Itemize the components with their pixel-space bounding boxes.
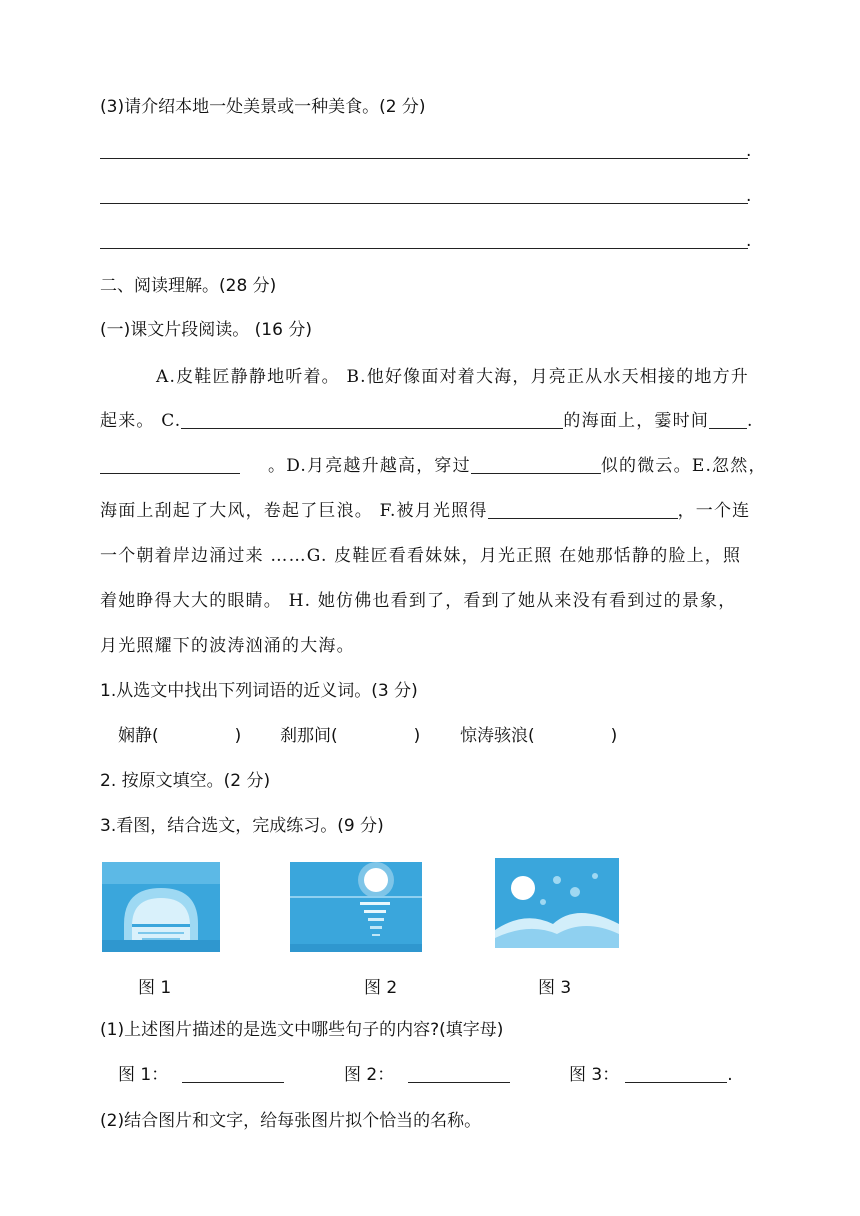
synonym-item-2	[280, 725, 420, 747]
passage-line-3-b: 似的微云。E.忽然，	[600, 456, 767, 476]
figure-answer-3	[569, 1064, 733, 1086]
passage-line-3	[100, 455, 767, 477]
figure-answer-1	[118, 1064, 284, 1086]
question-3-sub-1: (1)上述图片描述的是选文中哪些句子的内容?(填字母)	[100, 1020, 504, 1040]
answer-line-1-period: .	[746, 141, 752, 161]
fill-blank-c[interactable]	[181, 410, 563, 429]
passage-line-4-a: 海面上刮起了大风，卷起了巨浪。 F.被月光照得	[100, 501, 488, 521]
synonym-word-3: 惊涛骇浪(	[460, 726, 535, 746]
figure-2-label: 图 2：	[344, 1065, 395, 1085]
picture-1-caption: 图 1	[138, 978, 172, 998]
passage-line-6: 着她睁得大大的眼睛。 H. 她仿佛也看到了，看到了她从来没有看到过的景象，	[100, 591, 737, 611]
synonym-close-2: )	[413, 726, 421, 746]
answer-line-2	[100, 203, 748, 204]
passage-line-2-mid: 的海面上，霎时间	[563, 411, 710, 431]
part-1-title: (一)课文片段阅读。 (16 分)	[100, 320, 312, 340]
passage-line-7: 月光照耀下的波涛汹涌的大海。	[100, 636, 355, 656]
passage-line-2	[100, 410, 754, 432]
question-3-title: 3.看图，结合选文，完成练习。(9 分)	[100, 816, 384, 836]
passage-line-2-start: 起来。 C.	[100, 411, 182, 431]
passage-line-4	[100, 500, 750, 522]
passage-line-4-b: ，一个连	[677, 501, 751, 521]
figure-answer-2	[344, 1064, 510, 1086]
picture-2-caption: 图 2	[364, 978, 398, 998]
picture-3-caption: 图 3	[538, 978, 572, 998]
picture-2-moon-over-sea	[290, 862, 422, 952]
passage-line-2-end: .	[747, 411, 754, 431]
answer-line-3-period: .	[746, 231, 752, 251]
fill-blank-shashijian[interactable]	[709, 410, 747, 429]
figure-3-answer-blank[interactable]	[625, 1064, 727, 1083]
synonym-word-2: 刹那间(	[280, 726, 338, 746]
figure-1-label: 图 1：	[118, 1065, 169, 1085]
figure-3-period: .	[727, 1065, 733, 1085]
answer-line-1	[100, 158, 748, 159]
synonym-item-3	[460, 725, 617, 747]
question-1-title: 1.从选文中找出下列词语的近义词。(3 分)	[100, 681, 418, 701]
synonym-close-3: )	[610, 726, 618, 746]
section-2-title: 二、阅读理解。(28 分)	[100, 276, 277, 296]
figure-1-answer-blank[interactable]	[182, 1064, 284, 1083]
fill-blank-weiyun[interactable]	[471, 455, 601, 474]
question-2-title: 2. 按原文填空。(2 分)	[100, 771, 271, 791]
picture-3-moon-and-waves	[495, 858, 619, 948]
question-3-sub-2: (2)结合图片和文字，给每张图片拟个恰当的名称。	[100, 1111, 482, 1131]
passage-line-3-a: 。D.月亮越升越高，穿过	[268, 456, 471, 476]
answer-line-3	[100, 248, 748, 249]
fill-blank-line3-start[interactable]	[100, 455, 240, 474]
synonym-close-1: )	[234, 726, 242, 746]
answer-line-2-period: .	[746, 186, 752, 206]
passage-line-1: A.皮鞋匠静静地听着。 B.他好像面对着大海，月亮正从水天相接的地方升	[156, 367, 749, 387]
synonym-item-1	[118, 725, 241, 747]
synonym-word-1: 娴静(	[118, 726, 159, 746]
question-3-prompt: (3)请介绍本地一处美景或一种美食。(2 分)	[100, 97, 426, 117]
fill-blank-yueguang[interactable]	[488, 500, 678, 519]
passage-line-5: 一个朝着岸边涌过来 ……G. 皮鞋匠看看妹妹，月光正照 在她那恬静的脸上，照	[100, 546, 742, 566]
picture-1-moonrise-sea	[102, 862, 220, 952]
figure-3-label: 图 3：	[569, 1065, 620, 1085]
figure-2-answer-blank[interactable]	[408, 1064, 510, 1083]
